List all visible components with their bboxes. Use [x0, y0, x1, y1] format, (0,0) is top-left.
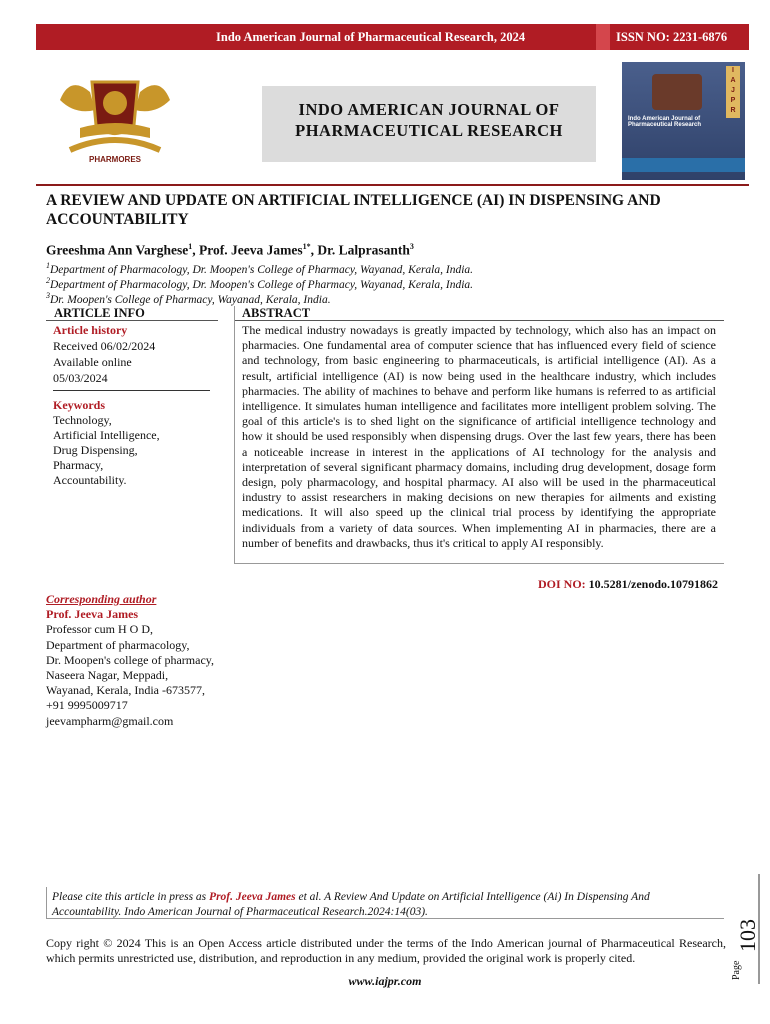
available-online-date: 05/03/2024	[53, 371, 108, 385]
author-sup: 3	[409, 242, 414, 251]
logo-emblem	[103, 91, 127, 115]
keywords-block	[53, 398, 223, 488]
journal-issn: ISSN NO: 2231-6876	[616, 30, 728, 44]
column-divider	[234, 306, 235, 564]
journal-header-bar	[36, 24, 749, 50]
page-label: Page	[731, 960, 742, 980]
corresponding-line: +91 9995009717	[46, 698, 128, 713]
article-history-heading: Article history	[53, 323, 128, 337]
affiliation-2: $^2$Department of Pharmacology, Dr. Moopen's College of Pharmacy, Wayanad, Kerala, India.	[46, 276, 474, 291]
article-info-heading: ARTICLE INFO	[54, 306, 145, 320]
logo-left-wing	[60, 85, 95, 111]
cover-letters: I A J P R	[726, 66, 740, 118]
keywords-rule	[53, 390, 210, 391]
logo-right-wing	[135, 85, 170, 111]
keyword: Pharmacy,	[53, 458, 104, 472]
citation-left-border	[46, 887, 47, 919]
corresponding-line: Naseera Nagar, Meppadi,	[46, 668, 169, 683]
author-name: Dr. Lalprasanth	[317, 242, 410, 258]
header-rule	[36, 184, 749, 186]
author-name: Prof. Jeeva James	[199, 242, 303, 258]
keyword: Artificial Intelligence,	[53, 428, 160, 442]
page-value: 103	[735, 919, 760, 952]
corresponding-email[interactable]: jeevampharm@gmail.com	[46, 713, 174, 728]
journal-header-title: Indo American Journal of Pharmaceutical Research, 2024	[216, 30, 526, 44]
doi-label: DOI NO:	[538, 577, 586, 591]
keyword: Accountability.	[53, 473, 127, 487]
corresponding-line: Department of pharmacology,	[46, 637, 190, 652]
affiliation-1: $^1$Department of Pharmacology, Dr. Moopen's College of Pharmacy, Wayanad, Kerala, India.	[46, 261, 474, 276]
keyword: Drug Dispensing,	[53, 443, 138, 457]
article-title: A REVIEW AND UPDATE ON ARTIFICIAL INTELLIGENCE (AI) IN DISPENSING AND ACCOUNTABILITY	[46, 192, 661, 228]
corresponding-name: Prof. Jeeva James	[46, 607, 139, 622]
available-online-label: Available online	[53, 355, 132, 369]
abstract-heading: ABSTRACT	[242, 306, 311, 320]
doi-value[interactable]: 10.5281/zenodo.10791862	[588, 577, 719, 591]
citation-rest: et al. A Review And Update on Artificial Intelligence (Ai) In Dispensing And Accountability. Indo American Journal of Pharmaceutical Research.2024:14(03).	[52, 891, 650, 918]
keywords-heading: Keywords	[53, 398, 105, 412]
corresponding-author	[46, 592, 214, 729]
banner-line-1: INDO AMERICAN JOURNAL OF	[298, 100, 560, 119]
received-date: Received 06/02/2024	[53, 339, 156, 353]
logo-banner-curve	[70, 140, 160, 150]
citation-prefix: Please cite this article in press as	[52, 891, 207, 903]
journal-website[interactable]: www.iajpr.com	[348, 974, 422, 988]
cover-emblem	[652, 74, 702, 110]
abstract-text: The medical industry nowadays is greatly impacted by technology, which also has an impact on pharmacies. One fundamental area of computer science that has influenced every field of science and technology, from basic engineering to pharmaceuticals, is artificial intelligence (AI). As a result, artificial intelligence (AI) is now being used in the healthcare industry, which includes pharmacies. The ability of machines to behave and perform like humans is referred to as artificial intelligence. It simulates human intelligence and facilitates more intelligent problem solving. The goal of this article's is to shed light on the significance of artificial intelligence technology and how it should be used responsibly when dispensing drugs. Over the last few years, there has been a noticeable increase in interest in the applications of AI technology for the analysis and interpretation of several significant pharmacy domains, including drug development, dosage form design, poly pharmacology, and hospital pharmacy. AI also will be used in the pharmaceutical industry to assist researchers in making decisions on new therapies for ailments and existing medications. It will also speed up the clinical trial process by identifying the appropriate individuals from a variety of data sources. When implementing AI in pharmacies, there are a number of benefits and drawbacks, thus it's critical to apply AI responsibly.	[242, 323, 716, 550]
doi	[538, 577, 718, 592]
journal-banner	[262, 86, 596, 162]
corresponding-line: Wayanad, Kerala, India -673577,	[46, 683, 205, 698]
author-sup: 1*	[302, 242, 311, 251]
citation-note	[52, 890, 720, 920]
cover-band	[622, 158, 745, 172]
abstract-bottom-rule	[234, 563, 724, 564]
corresponding-heading: Corresponding author	[46, 592, 157, 606]
banner-line-2: PHARMACEUTICAL RESEARCH	[295, 121, 563, 140]
cover-title: Indo American Journal of Pharmaceutical Research	[628, 116, 702, 128]
author-list: Greeshma Ann Varghese$^1$, Prof. Jeeva James$^{1*}$, Dr. Lalprasanth$^3$	[46, 242, 414, 258]
header-divider	[596, 24, 610, 50]
keyword: Technology,	[53, 413, 112, 427]
corresponding-line: Professor cum H O D,	[46, 622, 153, 637]
logo-text: PHARMORES	[88, 155, 142, 164]
article-history	[53, 323, 223, 386]
author-sup: 1	[188, 242, 193, 251]
affiliation-3: $^3$Dr. Moopen's College of Pharmacy, Wayanad, Kerala, India.	[46, 291, 331, 306]
page-number	[725, 874, 761, 984]
author-name: Greeshma Ann Varghese	[46, 242, 189, 258]
citation-author: Prof. Jeeva James	[209, 891, 296, 903]
journal-logo	[50, 70, 180, 170]
corresponding-line: Dr. Moopen's college of pharmacy,	[46, 652, 214, 667]
journal-cover-thumbnail	[622, 62, 745, 180]
logo-ribbon	[80, 123, 150, 138]
copyright-notice: Copy right © 2024 This is an Open Access article distributed under the terms of the Indo American journal of Pharmaceutical Research, which permits unrestricted use, distribution, and reproduction in any medium, provided the original work is properly cited.	[46, 936, 726, 965]
